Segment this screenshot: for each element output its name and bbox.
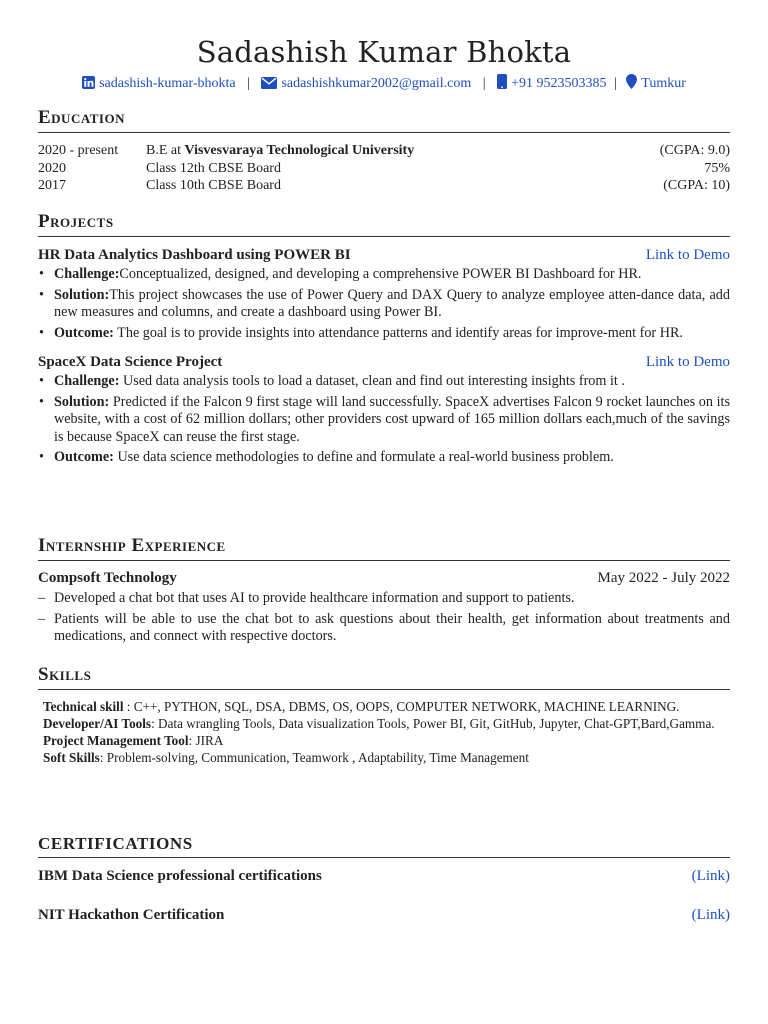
bullet-text: Developed a chat bot that uses AI to provide healthcare information and support to patients. [54, 590, 575, 606]
skill-row [43, 698, 730, 715]
skill-label: Developer/AI Tools [43, 716, 152, 731]
map-pin-icon [626, 74, 637, 96]
bullet-text: Used data analysis tools to load a dataset, clean and find out interesting insights from it . [119, 373, 625, 389]
certification-name: NIT Hackathon Certification [38, 907, 225, 923]
bullet-text: Use data science methodologies to define and formulate a real-world business problem. [113, 449, 614, 465]
certification-link[interactable]: (Link) [691, 868, 730, 884]
skill-text: Data wrangling Tools, Data visualization Tools, Power BI, Git, GitHub, Jupyter, Chat-GPT,Bard,Gamma. [158, 716, 715, 731]
envelope-icon [261, 76, 277, 96]
bullet-text: The goal is to provide insights into attendance patterns and identify areas for improve-ment for HR. [113, 324, 683, 341]
education-section [38, 107, 730, 195]
skill-separator: : [99, 750, 107, 765]
skill-label: Soft Skills [43, 750, 100, 765]
linkedin-icon [82, 76, 95, 96]
internship-section [38, 535, 730, 649]
linkedin-text: sadashish-kumar-bhokta [99, 76, 236, 91]
bullet-icon: • [39, 324, 44, 341]
internship-bullet [38, 611, 730, 646]
bullet-text: Conceptualized, designed, and developing a comprehensive POWER BI Dashboard for HR. [119, 266, 642, 282]
education-score: (CGPA: 10) [663, 178, 730, 193]
dash-icon: – [38, 610, 46, 627]
skill-text: C++, PYTHON, SQL, DSA, DBMS, OS, OOPS, COMPUTER NETWORK, MACHINE LEARNING. [133, 699, 680, 714]
phone-link[interactable] [497, 76, 610, 91]
resume-page [38, 0, 730, 923]
education-row [38, 142, 730, 160]
section-title-projects: Projects [38, 211, 730, 237]
project-bullet [38, 394, 730, 447]
certification-link[interactable]: (Link) [691, 907, 730, 923]
education-score: (CGPA: 9.0) [659, 143, 730, 158]
bullet-label: Challenge: [54, 373, 120, 389]
skill-text: JIRA [195, 733, 224, 748]
education-degree: B.E at [146, 143, 185, 158]
education-year: 2020 [38, 160, 66, 176]
education-institution: Visvesvaraya Technological University [184, 143, 415, 158]
skills-section [38, 664, 730, 766]
contact-separator: | [482, 76, 486, 91]
bullet-label: Solution: [54, 393, 110, 410]
project-entry [38, 354, 730, 467]
section-title-internship: Internship Experience [38, 535, 730, 561]
skill-text: Problem-solving, Communication, Teamwork , Adaptability, Time Management [106, 750, 529, 765]
bullet-icon: • [39, 393, 44, 410]
phone-text: +91 9523503385 [511, 76, 607, 91]
project-bullet [38, 449, 730, 467]
bullet-label: Challenge: [54, 266, 120, 282]
education-year: 2017 [38, 178, 66, 193]
internship-bullet [38, 590, 730, 608]
skill-label: Project Management Tool [43, 733, 189, 748]
education-row [38, 177, 730, 195]
bullet-label: Outcome: [54, 324, 114, 341]
location-text: Tumkur [641, 76, 686, 91]
internship-dates: May 2022 - July 2022 [597, 570, 730, 586]
project-bullet [38, 287, 730, 322]
location-link[interactable] [626, 76, 686, 91]
skill-row [43, 749, 730, 766]
project-entry [38, 247, 730, 342]
skill-label: Technical skill [43, 699, 124, 714]
project-bullet [38, 325, 730, 343]
demo-link[interactable]: Link to Demo [645, 247, 730, 263]
internship-company: Compsoft Technology [38, 570, 177, 586]
skill-separator: : [188, 733, 196, 748]
bullet-text: This project showcases the use of Power Query and DAX Query to analyze employee atten-dance data, add new measures and columns, and create a dashboard using Power BI. [54, 286, 730, 320]
certification-row [38, 868, 730, 885]
bullet-text: Predicted if the Falcon 9 first stage will land successfully. SpaceX advertises Falcon 9 rocket launches on its website, with a cost of 62 million dollars; other providers cost upward of 165 million dollars each,much of the savings is because SpaceX can reuse the first stage. [54, 393, 730, 445]
project-bullet [38, 373, 730, 391]
project-bullet [38, 266, 730, 284]
bullet-label: Solution: [54, 286, 110, 303]
demo-link[interactable]: Link to Demo [645, 354, 730, 370]
bullet-icon: • [39, 449, 44, 465]
project-name: SpaceX Data Science Project [38, 354, 223, 370]
linkedin-link[interactable] [82, 76, 239, 91]
contact-separator: | [247, 76, 250, 91]
education-degree: Class 12th CBSE Board [146, 160, 281, 176]
certifications-section [38, 834, 730, 924]
email-link[interactable] [261, 76, 474, 91]
education-score: 75% [704, 160, 730, 176]
mobile-phone-icon [497, 74, 507, 96]
bullet-label: Outcome: [54, 449, 114, 465]
education-year: 2020 - present [38, 143, 119, 158]
education-degree: Class 10th CBSE Board [146, 178, 281, 193]
contact-bar [38, 74, 730, 96]
bullet-text: Patients will be able to use the chat bot to ask questions about their health, get information about treatments and medications, and connect with respective doctors. [54, 610, 730, 644]
section-title-certifications: CERTIFICATIONS [38, 834, 730, 858]
skill-separator: : [151, 716, 159, 731]
candidate-name: Sadashish Kumar Bhokta [196, 35, 572, 69]
skill-row [43, 715, 730, 732]
projects-section [38, 211, 730, 470]
education-row [38, 160, 730, 178]
certification-name: IBM Data Science professional certifications [38, 868, 322, 884]
certification-row [38, 907, 730, 924]
bullet-icon: • [39, 286, 44, 303]
project-name: HR Data Analytics Dashboard using POWER BI [38, 247, 351, 263]
section-title-skills: Skills [38, 664, 730, 690]
contact-separator: | [613, 76, 617, 91]
skill-separator: : [123, 699, 134, 714]
dash-icon: – [38, 590, 46, 606]
bullet-icon: • [39, 266, 44, 282]
bullet-icon: • [39, 373, 44, 389]
section-title-education: Education [38, 107, 730, 133]
email-text: sadashishkumar2002@gmail.com [281, 76, 472, 91]
skill-row [43, 732, 730, 749]
